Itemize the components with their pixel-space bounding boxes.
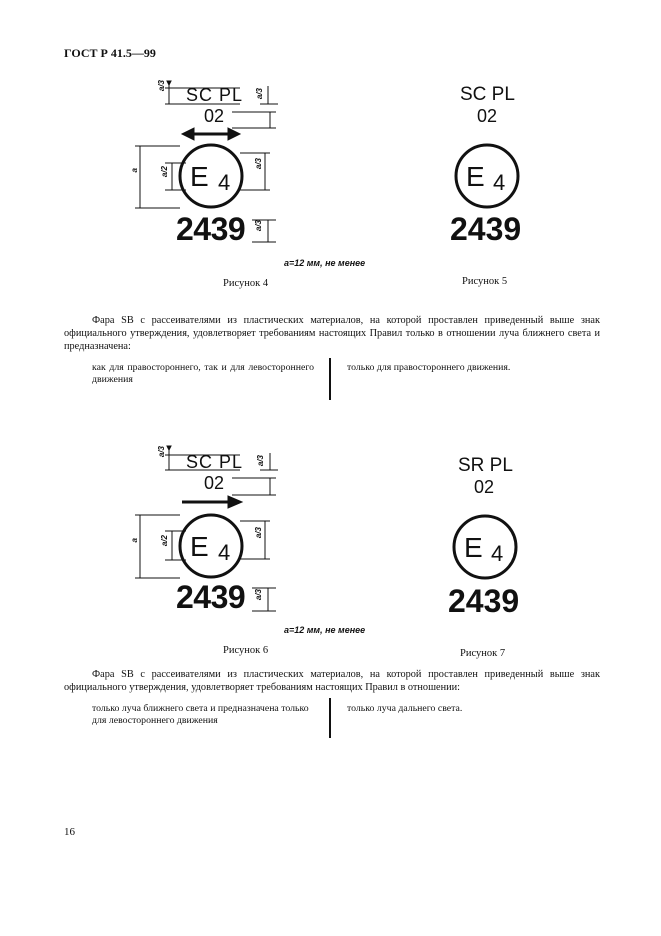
figure-6-note: a=12 мм, не менее: [284, 625, 366, 635]
col2-right-text: только луча дальнего света.: [347, 703, 463, 714]
figure-6-approval-number: 2439: [176, 579, 246, 615]
figure-6-dim-a4: a/2: [160, 535, 169, 547]
dim-label: a: [254, 595, 263, 601]
figure-4-dim-a4: a/2: [160, 166, 169, 178]
figure-6-circle-number: 4: [218, 540, 231, 565]
dim-divisor: 3: [254, 220, 263, 225]
figure-6-dim-a6: a/3: [254, 589, 263, 601]
col2-left-text: только луча ближнего света и предназначена только для левостороннего движения: [92, 703, 309, 726]
figure-6-dim-a2: a/3: [256, 455, 265, 467]
figure-5-circle-letter: E: [466, 161, 485, 192]
dim-divisor: 2: [160, 166, 169, 171]
figure-7: [440, 455, 540, 625]
dim-label: a: [256, 461, 265, 467]
figure-7-line2: 02: [474, 477, 495, 497]
figure-6-circle-letter: E: [190, 531, 209, 562]
figure-4-dim-a6: a/3: [254, 220, 263, 232]
column-divider-2: [329, 698, 331, 738]
dim-divisor: 2: [160, 535, 169, 540]
figure-6-line2: 02: [204, 473, 225, 493]
dim-label: a: [254, 164, 263, 170]
figure-4-line2: 02: [204, 106, 225, 126]
dim-divisor: 3: [256, 455, 265, 460]
figure-4-dim-a1: a/3: [157, 80, 166, 92]
dim-label: a: [157, 452, 166, 458]
figure-5-line1: SC PL: [460, 84, 515, 105]
dim-label: a: [255, 94, 264, 100]
dim-label: a: [160, 172, 169, 178]
dim-label: a: [160, 541, 169, 547]
figure-4-dim-a3: [130, 168, 140, 172]
figure-6-caption: Рисунок 6: [223, 645, 269, 656]
col1-right-text: только для правостороннего движения.: [347, 362, 511, 373]
figure-4-dim-a5: a/3: [254, 158, 263, 170]
figure-5-caption: Рисунок 5: [462, 276, 508, 287]
figure-6-line1: SC PL: [186, 452, 244, 472]
dim-divisor: 3: [157, 446, 166, 451]
figure-4-approval-number: 2439: [176, 211, 246, 247]
figure-4-caption: Рисунок 4: [223, 278, 269, 289]
dim-divisor: 3: [254, 158, 263, 163]
figure-4-circle-number: 4: [218, 170, 231, 195]
dim-label: a: [254, 533, 263, 539]
figure-4-line1: SC PL: [186, 85, 244, 105]
dim-divisor: 3: [254, 527, 263, 532]
figure-7-line1: SR PL: [458, 455, 513, 476]
figure-4-circle-letter: E: [190, 161, 209, 192]
dim-label: a: [157, 86, 166, 92]
figure-7-approval-number: 2439: [448, 583, 520, 619]
figure-6-dim-a1: a/3: [157, 446, 166, 458]
column-divider-1: [329, 358, 331, 400]
dim-label: a: [130, 168, 139, 173]
figure-6: [120, 443, 390, 633]
dim-divisor: 3: [254, 589, 263, 594]
figure-7-circle-letter: E: [464, 532, 483, 563]
page-number: 16: [64, 826, 75, 838]
dim-label: a: [130, 538, 139, 543]
figure-5: [440, 84, 540, 254]
figure-4-dim-a2: a/3: [255, 88, 264, 100]
dim-label: a: [254, 226, 263, 232]
paragraph-2: Фара SB с рассеивателями из пластических материалов, на которой проставлен приведенный выше знак официального утверждения, удовлетворяет требованиям настоящих Правил в отношении:: [64, 669, 600, 693]
figure-5-circle-number: 4: [493, 170, 506, 195]
dim-divisor: 3: [157, 80, 166, 85]
paragraph-1: Фара SB с рассеивателями из пластических материалов, на которой проставлен приведенный выше знак официального утверждения, удовлетворяет требованиям настоящих Правил только в отношении луча ближнего света и предназначена:: [64, 315, 600, 352]
figure-4-note: a=12 мм, не менее: [284, 258, 366, 268]
col1-left-text: как для правостороннего, так и для левостороннего движения: [92, 362, 314, 385]
figure-4: [120, 78, 390, 268]
figure-6-dim-a3: [130, 538, 140, 542]
figure-5-approval-number: 2439: [450, 211, 522, 247]
figure-7-caption: Рисунок 7: [460, 648, 506, 659]
figure-6-dim-a5: a/3: [254, 527, 263, 539]
dim-divisor: 3: [255, 88, 264, 93]
document-header: ГОСТ Р 41.5—99: [64, 46, 156, 60]
figure-5-line2: 02: [477, 106, 498, 126]
figure-7-circle-number: 4: [491, 541, 504, 566]
